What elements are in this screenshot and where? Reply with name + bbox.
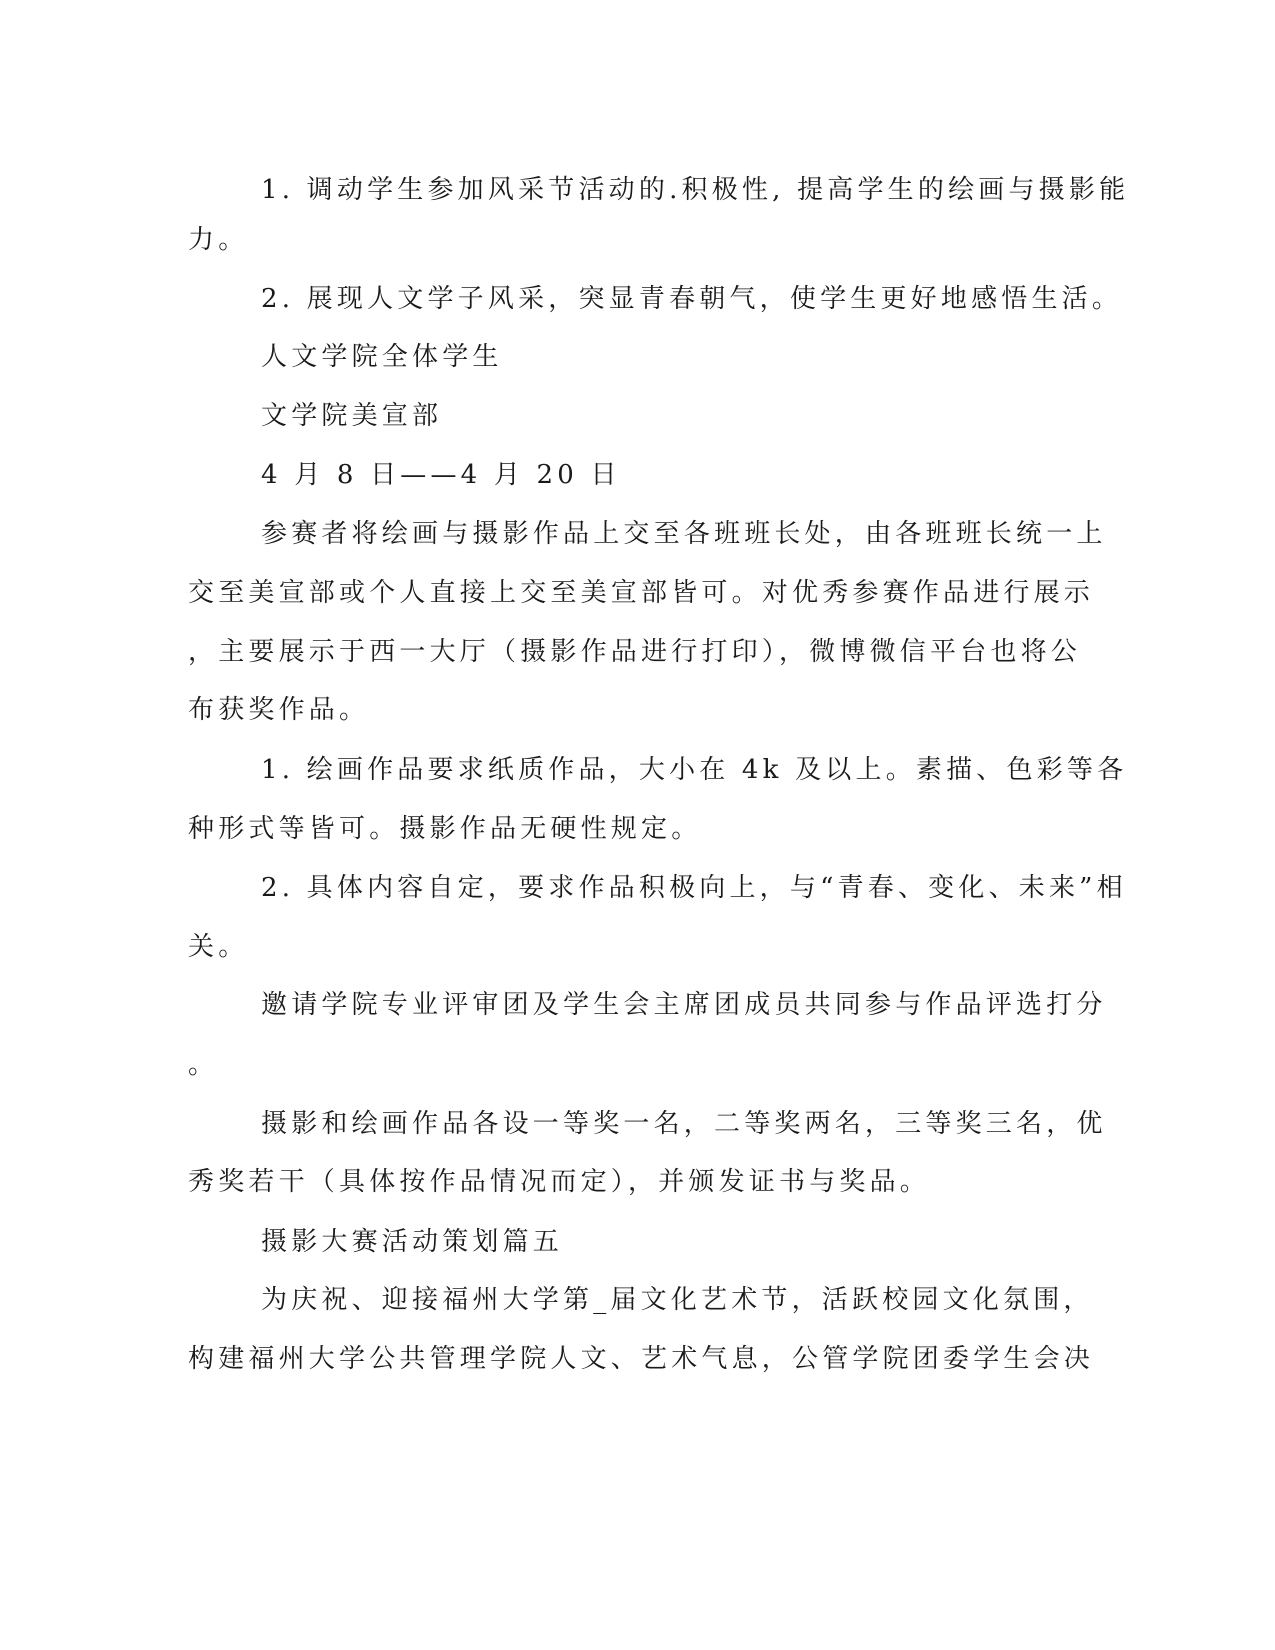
intro-line-2: 构建福州大学公共管理学院人文、艺术气息，公管学院团委学生会决 (188, 1344, 1095, 1374)
requirement-1-line-2: 种形式等皆可。摄影作品无硬性规定。 (188, 814, 702, 844)
intro-line-1: 为庆祝、迎接福州大学第_届文化艺术节，活跃校园文化氛围， (261, 1285, 1094, 1315)
submission-line-3: ，主要展示于西一大厅（摄影作品进行打印），微博微信平台也将公 (188, 637, 1082, 667)
organizer-line: 文学院美宣部 (261, 401, 443, 431)
requirement-2-line-2: 关。 (188, 932, 249, 962)
objective-1-line-2: 力。 (188, 225, 249, 255)
submission-line-2: 交至美宣部或个人直接上交至美宣部皆可。对优秀参赛作品进行展示 (188, 578, 1095, 608)
requirement-2-line-1: 2. 具体内容自定，要求作品积极向上，与“青春、变化、未来”相 (261, 873, 1127, 903)
objective-1-line-1: 1. 调动学生参加风采节活动的.积极性, 提高学生的绘画与摄影能 (261, 175, 1130, 205)
awards-line-2: 秀奖若干（具体按作品情况而定），并颁发证书与奖品。 (188, 1167, 931, 1197)
submission-line-4: 布获奖作品。 (188, 695, 370, 725)
date-range-line: 4 月 8 日——4 月 20 日 (261, 460, 621, 490)
objective-2-line: 2. 展现人文学子风采，突显青春朝气，使学生更好地感悟生活。 (261, 284, 1123, 314)
section-heading: 摄影大赛活动策划篇五 (261, 1227, 564, 1257)
awards-line-1: 摄影和绘画作品各设一等奖一名，二等奖两名，三等奖三名，优 (261, 1109, 1107, 1139)
participants-line: 人文学院全体学生 (261, 342, 503, 372)
requirement-1-line-1: 1. 绘画作品要求纸质作品，大小在 4k 及以上。素描、色彩等各 (261, 755, 1128, 785)
judging-line-1: 邀请学院专业评审团及学生会主席团成员共同参与作品评选打分 (261, 990, 1107, 1020)
submission-line-1: 参赛者将绘画与摄影作品上交至各班班长处，由各班班长统一上 (261, 519, 1107, 549)
judging-line-2: 。 (188, 1050, 219, 1080)
